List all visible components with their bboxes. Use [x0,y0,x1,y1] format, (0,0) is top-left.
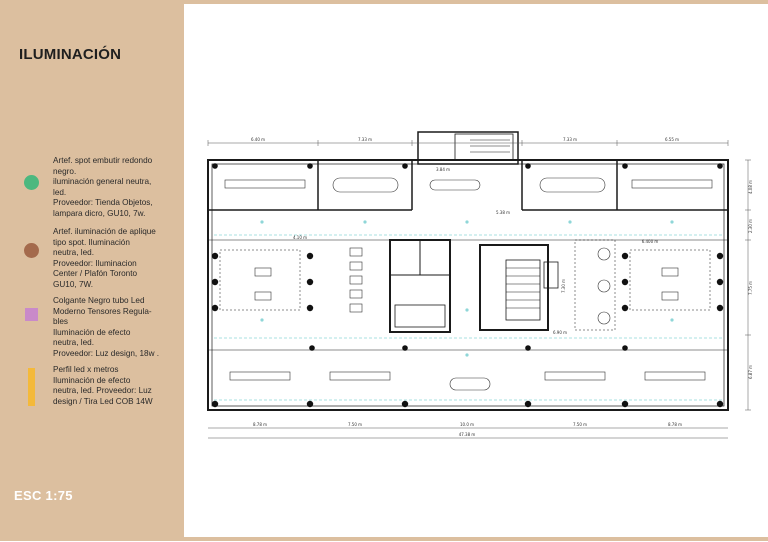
dim-right-4: 6.87 m [748,364,753,380]
legend-text: Perfil led x metros Iluminación de efecto neutra, led. Proveedor: Luz design / Tira Led COB 14W [53,365,153,406]
dim-top-1: 6.40 m [250,137,266,142]
building-walls [208,132,728,410]
dim-right-1: 4.08 m [748,179,753,195]
dim-top-2: 7.33 m [357,137,373,142]
dim-inner-4: 6.400 m [641,239,659,244]
dim-inner-1: 3.84 m [435,167,451,172]
dim-inner-5: 7.30 m [561,278,566,294]
dim-bottom-1: 8.78 m [252,422,268,427]
bottom-border [184,537,768,541]
green-circle-marker [24,175,39,190]
dim-top-3: 7.33 m [562,137,578,142]
floor-plan-drawing [184,4,768,537]
dim-bottom-3: 10.0 m [459,422,475,427]
dim-right-2: 2.30 m [748,218,753,234]
legend-sidebar [0,0,184,541]
dim-bottom-5: 8.78 m [667,422,683,427]
floor-plan [184,4,768,537]
yellow-bar-marker [28,368,35,406]
scale-label: ESC 1:75 [14,488,73,503]
dim-top-4: 6.55 m [664,137,680,142]
pink-square-marker [25,308,38,321]
dim-bottom-4: 7.50 m [572,422,588,427]
dim-bottom-2: 7.50 m [347,422,363,427]
legend-text: Colgante Negro tubo Led Moderno Tensores Regula- bles Iluminación de efecto neutra, led. Proveedor: Luz design, 18w . [53,296,160,358]
legend-text: Artef. iluminación de aplique tipo spot. Iluminación neutra, led. Proveedor: Iluminacion Center / Plafón Toronto GU10, 7W. [53,227,156,289]
spot-lights [212,163,723,407]
page-title: ILUMINACIÓN [19,46,122,63]
dim-inner-6: 6.90 m [552,330,568,335]
dim-bottom-total: 47.38 m [458,432,476,437]
dim-inner-2: 5.38 m [495,210,511,215]
dim-inner-3: 4.10 m [292,235,308,240]
small-light-markers [260,220,673,356]
dim-right-3: 7.75 m [748,280,753,296]
legend-text: Artef. spot embutir redondo negro. iluminación general neutra, led. Proveedor: Tienda Objetos, lampara dicro, GU10, 7w. [53,156,153,218]
brown-circle-marker [24,243,39,258]
